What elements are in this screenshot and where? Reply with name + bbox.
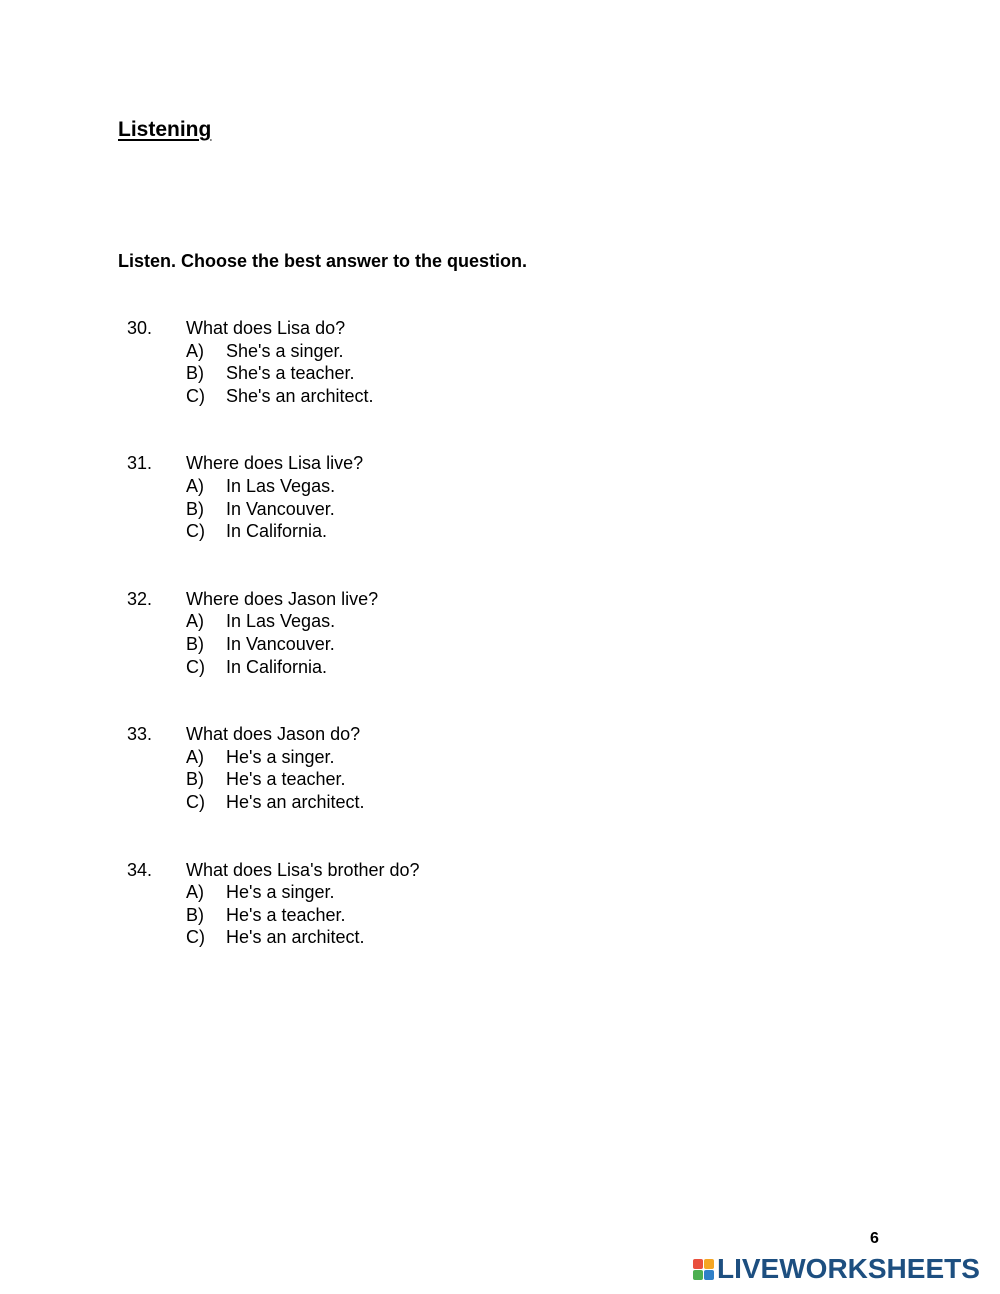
answer-option <box>127 498 827 521</box>
option-text: He's a singer. <box>226 882 335 903</box>
question-number: 33. <box>127 724 153 745</box>
option-text: In California. <box>226 521 328 542</box>
question-item <box>127 317 827 407</box>
option-text: She's a singer. <box>226 340 344 361</box>
question-text: What does Lisa's brother do? <box>186 859 420 880</box>
option-text: In California. <box>226 656 328 677</box>
logo-text: LIVEWORKSHEETS <box>717 1253 980 1284</box>
option-text: He's a teacher. <box>226 769 346 790</box>
option-letter: A) <box>186 340 204 361</box>
question-text: Where does Lisa live? <box>186 453 364 474</box>
question-item <box>127 859 827 949</box>
answer-option <box>127 656 827 679</box>
answer-option <box>127 881 827 904</box>
answer-option <box>127 520 827 543</box>
logo-tile <box>693 1270 703 1280</box>
option-text: In Vancouver. <box>226 498 335 519</box>
question-item <box>127 588 827 678</box>
option-letter: A) <box>186 746 204 767</box>
question-number: 31. <box>127 453 153 474</box>
logo-tile <box>704 1259 714 1269</box>
answer-option <box>127 362 827 385</box>
question-text: What does Jason do? <box>186 724 361 745</box>
option-text: He's a teacher. <box>226 904 346 925</box>
liveworksheets-logo <box>693 1255 980 1283</box>
answer-option <box>127 904 827 927</box>
option-text: He's an architect. <box>226 927 365 948</box>
option-letter: A) <box>186 475 204 496</box>
option-letter: B) <box>186 363 204 384</box>
option-letter: C) <box>186 791 205 812</box>
answer-option <box>127 340 827 363</box>
option-text: She's a teacher. <box>226 363 355 384</box>
option-text: He's a singer. <box>226 746 335 767</box>
option-text: In Vancouver. <box>226 633 335 654</box>
answer-option <box>127 610 827 633</box>
option-text: In Las Vegas. <box>226 475 336 496</box>
option-letter: C) <box>186 385 205 406</box>
question-number: 32. <box>127 588 153 609</box>
instruction-text: Listen. Choose the best answer to the question. <box>118 251 528 271</box>
option-letter: B) <box>186 633 204 654</box>
answer-option <box>127 475 827 498</box>
option-letter: C) <box>186 656 205 677</box>
question-item <box>127 452 827 542</box>
option-text: In Las Vegas. <box>226 611 336 632</box>
logo-tile <box>704 1270 714 1280</box>
page-number: 6 <box>870 1230 879 1247</box>
answer-option <box>127 385 827 408</box>
option-text: He's an architect. <box>226 791 365 812</box>
answer-option <box>127 633 827 656</box>
answer-option <box>127 746 827 769</box>
option-letter: A) <box>186 882 204 903</box>
liveworksheets-logo-icon <box>693 1259 714 1280</box>
logo-tile <box>693 1259 703 1269</box>
question-number: 34. <box>127 859 153 880</box>
option-letter: C) <box>186 927 205 948</box>
option-letter: B) <box>186 904 204 925</box>
answer-option <box>127 768 827 791</box>
answer-option <box>127 926 827 949</box>
section-title: Listening <box>118 118 212 141</box>
option-letter: B) <box>186 498 204 519</box>
question-text: Where does Jason live? <box>186 588 379 609</box>
option-letter: B) <box>186 769 204 790</box>
option-letter: A) <box>186 611 204 632</box>
option-letter: C) <box>186 521 205 542</box>
answer-option <box>127 791 827 814</box>
question-text: What does Lisa do? <box>186 318 346 338</box>
question-item <box>127 723 827 813</box>
option-text: She's an architect. <box>226 385 374 406</box>
question-number: 30. <box>127 318 153 338</box>
question-list <box>127 317 827 994</box>
